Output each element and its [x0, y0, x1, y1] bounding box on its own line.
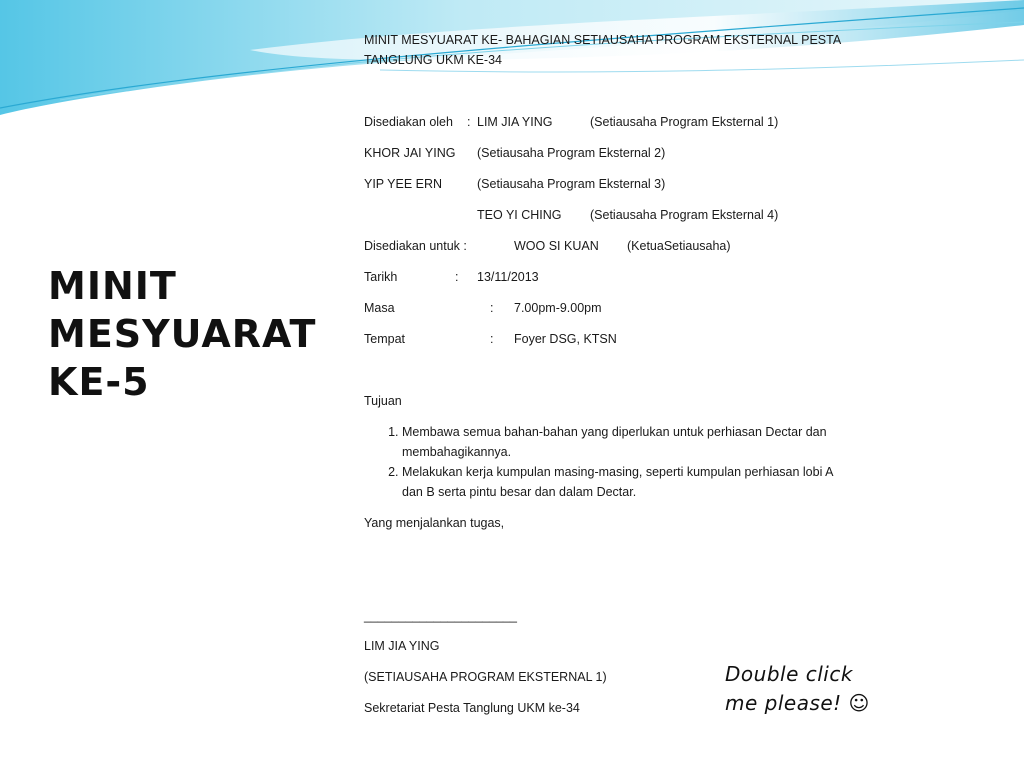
signer-role: (SETIAUSAHA PROGRAM EKSTERNAL 1): [364, 670, 607, 684]
signer-name: LIM JIA YING: [364, 639, 440, 653]
note-line-2: me please! ☺: [725, 691, 870, 715]
date-label: Tarikh: [364, 270, 398, 284]
slide-title-line-3: KE-5: [48, 360, 150, 404]
double-click-note[interactable]: [725, 660, 895, 718]
prepared-for-name: WOO SI KUAN: [514, 239, 599, 253]
preparer-role: (Setiausaha Program Eksternal 4): [590, 208, 779, 222]
slide-title-line-1: MINIT: [48, 264, 177, 308]
date-colon: :: [455, 270, 459, 284]
minutes-document: [364, 30, 844, 533]
time-label: Masa: [364, 301, 395, 315]
time-colon: :: [490, 301, 494, 315]
date-value: 13/11/2013: [477, 270, 539, 284]
prepared-for-row: [364, 236, 844, 267]
prepared-for-label: Disediakan untuk :: [364, 239, 467, 253]
signer-organization: Sekretariat Pesta Tanglung UKM ke-34: [364, 701, 580, 715]
place-value: Foyer DSG, KTSN: [514, 332, 617, 346]
prepared-by-colon: :: [467, 115, 471, 129]
time-row: [364, 298, 844, 329]
place-label: Tempat: [364, 332, 405, 346]
minutes-header: MINIT MESYUARAT KE- BAHAGIAN SETIAUSAHA PROGRAM EKSTERNAL PESTA TANGLUNG UKM KE-34: [364, 33, 841, 67]
date-row: [364, 267, 844, 298]
preparer-role: (Setiausaha Program Eksternal 2): [477, 146, 666, 160]
purpose-item: 1. Membawa semua bahan-bahan yang diperlukan untuk perhiasan Dectar dan membahagikannya.: [402, 422, 844, 462]
purpose-item: 2. Melakukan kerja kumpulan masing-masing, seperti kumpulan perhiasan lobi A dan B serta pintu besar dan dalam Dectar.: [402, 462, 844, 502]
preparer-name: YIP YEE ERN: [364, 177, 443, 191]
purpose-label: Tujuan: [364, 394, 402, 408]
prepared-for-role: (KetuaSetiausaha): [627, 239, 731, 253]
time-value: 7.00pm-9.00pm: [514, 301, 602, 315]
signature-line: ______________________: [364, 609, 517, 623]
preparer-name: KHOR JAI YING: [364, 146, 456, 160]
preparer-name: LIM JIA YING: [477, 115, 553, 129]
note-line-1: Double click: [725, 662, 853, 686]
purpose-list: [364, 422, 844, 502]
preparer-role: (Setiausaha Program Eksternal 1): [590, 115, 779, 129]
prepared-by-row: [364, 112, 844, 143]
preparer-row: [364, 143, 844, 174]
slide-title: [48, 262, 338, 406]
preparer-row: [364, 205, 844, 236]
preparer-row: [364, 174, 844, 205]
prepared-by-label: Disediakan oleh: [364, 115, 453, 129]
place-row: [364, 329, 844, 360]
slide-title-line-2: MESYUARAT: [48, 312, 317, 356]
preparer-role: (Setiausaha Program Eksternal 3): [477, 177, 666, 191]
preparer-name: TEO YI CHING: [477, 208, 562, 222]
place-colon: :: [490, 332, 494, 346]
closing-text: Yang menjalankan tugas,: [364, 516, 505, 530]
